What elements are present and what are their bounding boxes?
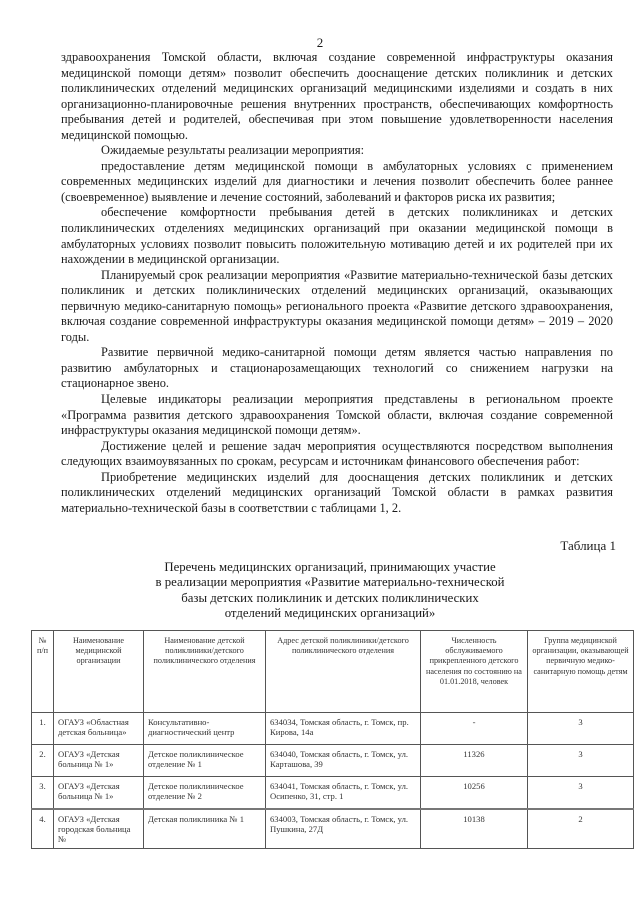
cell-unit: Детское поликлиническое отделение № 1 [144, 745, 266, 777]
body-text [61, 50, 613, 516]
cell-population: 11326 [421, 745, 528, 777]
cell-group: 3 [528, 713, 634, 745]
organizations-table [31, 630, 634, 849]
cell-org: ОГАУЗ «Детская городская больница № [54, 809, 144, 848]
cell-org: ОГАУЗ «Детская больница № 1» [54, 777, 144, 810]
cell-population: 10138 [421, 809, 528, 848]
table-row [32, 777, 634, 810]
cell-num: 3. [32, 777, 54, 810]
header-unit: Наименование детской поликлиники/детского поликлинического отделения [144, 631, 266, 713]
paragraph: предоставление детям медицинской помощи в амбулаторных условиях с применением современных медицинских изделий для диагностики и лечения позволит обеспечить более раннее (своевременное) выявление и лечение состояний, заболеваний и факторов риска их развития; [61, 158, 613, 204]
cell-group: 3 [528, 777, 634, 810]
paragraph: Ожидаемые результаты реализации мероприятия: [101, 143, 365, 158]
cell-unit: Детское поликлиническое отделение № 2 [144, 777, 266, 810]
header-num: № п/п [32, 631, 54, 713]
cell-population: - [421, 713, 528, 745]
table-caption [130, 560, 530, 622]
cell-num: 4. [32, 809, 54, 848]
paragraph: здравоохранения Томской области, включая создание современной инфраструктуры оказания медицинской помощи детям» позволит обеспечить дооснащение детских поликлиник и детских поликлинических отделений медицинских организаций медицинскими изделиями и создать в них организационно-планировочные решения внутренних пространств, обеспечивающих комфортность пребывания детей и родителей, обеспечивая при этом повышение удовлетворенности населения медицинской помощью. [61, 50, 613, 142]
paragraph: Приобретение медицинских изделий для дооснащения детских поликлиник и детских поликлинических отделений медицинских организаций Томской области в рамках развития материально-технической базы в соответствии с таблицами 1, 2. [61, 469, 613, 515]
table-row [32, 713, 634, 745]
caption-line: базы детских поликлиник и детских поликлинических [181, 590, 479, 605]
paragraph: Целевые индикаторы реализации мероприятия представлены в региональном проекте «Программа развития детского здравоохранения Томской области, включая создание современной инфраструктуры оказания медицинской помощи детям». [61, 392, 613, 438]
cell-address: 634041, Томская область, г. Томск, ул. Осипенко, 31, стр. 1 [266, 777, 421, 810]
caption-line: в реализации мероприятия «Развитие материально-технической [155, 575, 505, 590]
cell-num: 2. [32, 745, 54, 777]
table-header-row [32, 631, 634, 713]
table-label: Таблица 1 [560, 538, 616, 553]
cell-org: ОГАУЗ «Областная детская больница» [54, 713, 144, 745]
caption-line: отделений медицинских организаций» [224, 606, 436, 621]
cell-unit: Детская поликлиника № 1 [144, 809, 266, 848]
table-row [32, 745, 634, 777]
paragraph: Планируемый срок реализации мероприятия «Развитие материально-технической базы детских поликлиник и детских поликлинических отделений медицинских организаций, оказывающих первичную медико-санитарную помощь» регионального проекта «Развитие детского здравоохранения, включая создание современной инфраструктуры оказания медицинской помощи детям» – 2019 – 2020 годы. [61, 267, 613, 344]
cell-address: 634034, Томская область, г. Томск, пр. Кирова, 14а [266, 713, 421, 745]
paragraph: Достижение целей и решение задач мероприятия осуществляются посредством выполнения следующих взаимоувязанных по срокам, ресурсам и источникам финансового обеспечения работ: [61, 438, 613, 469]
cell-population: 10256 [421, 777, 528, 810]
paragraph: обеспечение комфортности пребывания детей в детских поликлиниках и детских поликлинических отделениях медицинских организаций при оказании медицинской помощи в амбулаторных условиях позволит повысить положительную мотивацию детей и их родителей при их нахождении в медицинской организации. [61, 205, 613, 267]
header-population: Численность обслуживаемого прикрепленного детского населения по состоянию на 01.01.2018, человек [421, 631, 528, 713]
table-row [32, 809, 634, 848]
caption-line: Перечень медицинских организаций, принимающих участие [164, 560, 496, 574]
header-address: Адрес детской поликлиники/детского поликлинического отделения [266, 631, 421, 713]
paragraph: Развитие первичной медико-санитарной помощи детям является частью направления по развитию амбулаторных и стационарозамещающих технологий со снижением нагрузки на стационарное звено. [61, 345, 613, 391]
cell-num: 1. [32, 713, 54, 745]
cell-group: 2 [528, 809, 634, 848]
page-number: 2 [316, 35, 324, 50]
cell-group: 3 [528, 745, 634, 777]
cell-address: 634003, Томская область, г. Томск, ул. Пушкина, 27Д [266, 809, 421, 848]
cell-unit: Консультативно-диагностический центр [144, 713, 266, 745]
cell-org: ОГАУЗ «Детская больница № 1» [54, 745, 144, 777]
cell-address: 634040, Томская область, г. Томск, ул. Карташова, 39 [266, 745, 421, 777]
header-org: Наименование медицинской организации [54, 631, 144, 713]
header-group: Группа медицинской организации, оказывающей первичную медико-санитарную помощь детям [528, 631, 634, 713]
